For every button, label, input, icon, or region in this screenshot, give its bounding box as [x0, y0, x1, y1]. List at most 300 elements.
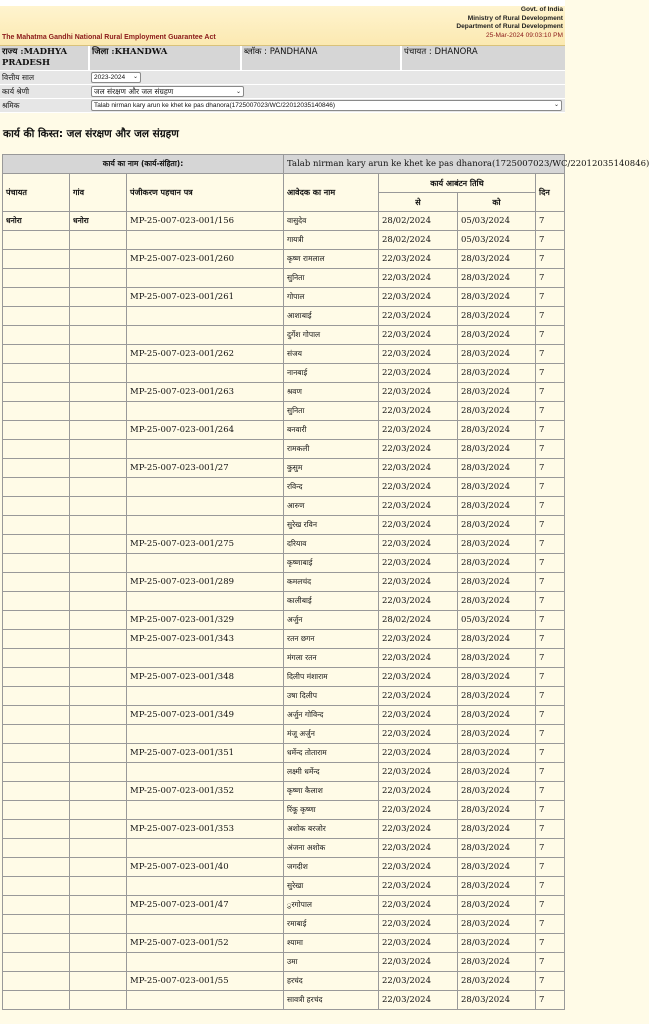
- cell-panchayat: [3, 991, 70, 1010]
- cell-days: 7: [536, 440, 565, 459]
- cell-applicant: कालीबाई: [284, 592, 379, 611]
- cell-panchayat: [3, 896, 70, 915]
- cell-applicant: अर्जुन गोविन्द: [284, 706, 379, 725]
- chevron-down-icon: ⌄: [235, 88, 241, 95]
- cell-village: [70, 649, 127, 668]
- cell-to: 28/03/2024: [458, 440, 536, 459]
- cell-from: 22/03/2024: [379, 744, 458, 763]
- cell-village: [70, 744, 127, 763]
- cell-village: [70, 364, 127, 383]
- filter-label: श्रमिक: [2, 100, 20, 110]
- table-header-row: [3, 174, 565, 193]
- cell-applicant: रामकली: [284, 440, 379, 459]
- cell-panchayat: [3, 611, 70, 630]
- cell-days: 7: [536, 896, 565, 915]
- cell-village: [70, 345, 127, 364]
- cell-from: 28/02/2024: [379, 231, 458, 250]
- cell-village: [70, 497, 127, 516]
- cell-days: 7: [536, 668, 565, 687]
- cell-applicant: वासुदेव: [284, 212, 379, 231]
- cell-panchayat: [3, 250, 70, 269]
- table-row: [3, 326, 565, 345]
- cell-to: 28/03/2024: [458, 535, 536, 554]
- table-row: [3, 459, 565, 478]
- cell-days: 7: [536, 497, 565, 516]
- table-row: [3, 497, 565, 516]
- cell-applicant: नानबाई: [284, 364, 379, 383]
- cell-days: 7: [536, 478, 565, 497]
- cell-days: 7: [536, 744, 565, 763]
- table-row: [3, 478, 565, 497]
- cell-village: [70, 839, 127, 858]
- district-label: जिला :KHANDWA: [90, 46, 242, 70]
- cell-from: 22/03/2024: [379, 763, 458, 782]
- cell-from: 22/03/2024: [379, 991, 458, 1010]
- cell-from: 22/03/2024: [379, 782, 458, 801]
- table-row: [3, 839, 565, 858]
- cell-days: 7: [536, 288, 565, 307]
- cell-from: 22/03/2024: [379, 687, 458, 706]
- cell-from: 22/03/2024: [379, 554, 458, 573]
- cell-village: [70, 478, 127, 497]
- cell-applicant: गायत्री: [284, 231, 379, 250]
- cell-village: [70, 383, 127, 402]
- cell-to: 28/03/2024: [458, 877, 536, 896]
- cell-applicant: हरचंद: [284, 972, 379, 991]
- cell-applicant: लक्ष्मी धर्मेन्द: [284, 763, 379, 782]
- cell-village: [70, 877, 127, 896]
- cell-to: 28/03/2024: [458, 991, 536, 1010]
- table-row: [3, 630, 565, 649]
- cell-to: 28/03/2024: [458, 288, 536, 307]
- cell-village: [70, 421, 127, 440]
- cell-village: [70, 953, 127, 972]
- cell-applicant: अर्जुन: [284, 611, 379, 630]
- cell-panchayat: [3, 269, 70, 288]
- cell-to: 05/03/2024: [458, 212, 536, 231]
- cell-village: [70, 573, 127, 592]
- cell-village: [70, 307, 127, 326]
- cell-to: 28/03/2024: [458, 934, 536, 953]
- cell-days: 7: [536, 212, 565, 231]
- page-header: [0, 6, 565, 46]
- cell-days: 7: [536, 421, 565, 440]
- cell-days: 7: [536, 269, 565, 288]
- cell-to: 05/03/2024: [458, 231, 536, 250]
- cell-from: 28/02/2024: [379, 212, 458, 231]
- cell-village: [70, 250, 127, 269]
- cell-from: 22/03/2024: [379, 934, 458, 953]
- cell-days: 7: [536, 763, 565, 782]
- cell-registration: MP-25-007-023-001/156: [127, 212, 284, 231]
- table-row: [3, 934, 565, 953]
- cell-registration: [127, 440, 284, 459]
- cell-days: 7: [536, 877, 565, 896]
- cell-village: [70, 440, 127, 459]
- cell-to: 05/03/2024: [458, 611, 536, 630]
- table-row: [3, 972, 565, 991]
- cell-registration: MP-25-007-023-001/353: [127, 820, 284, 839]
- cell-applicant: श्यामा: [284, 934, 379, 953]
- cell-from: 22/03/2024: [379, 972, 458, 991]
- cell-registration: [127, 231, 284, 250]
- cell-village: [70, 934, 127, 953]
- table-row: [3, 364, 565, 383]
- cell-panchayat: [3, 953, 70, 972]
- work-name-label: कार्य का नाम (कार्य-संहिता):: [3, 155, 284, 174]
- cell-to: 28/03/2024: [458, 972, 536, 991]
- cell-days: 7: [536, 649, 565, 668]
- table-row: [3, 668, 565, 687]
- cell-registration: MP-25-007-023-001/351: [127, 744, 284, 763]
- cell-days: 7: [536, 782, 565, 801]
- cell-registration: [127, 516, 284, 535]
- cell-village: [70, 725, 127, 744]
- table-row: [3, 212, 565, 231]
- cell-applicant: अंजना अशोक: [284, 839, 379, 858]
- cell-village: [70, 459, 127, 478]
- col-days: दिन: [536, 174, 565, 212]
- cell-to: 28/03/2024: [458, 364, 536, 383]
- cell-to: 28/03/2024: [458, 782, 536, 801]
- cell-registration: MP-25-007-023-001/263: [127, 383, 284, 402]
- cell-village: [70, 516, 127, 535]
- table-row: [3, 269, 565, 288]
- cell-days: 7: [536, 250, 565, 269]
- cell-registration: [127, 839, 284, 858]
- cell-applicant: रमाबाई: [284, 915, 379, 934]
- cell-days: 7: [536, 516, 565, 535]
- cell-village: [70, 326, 127, 345]
- table-row: [3, 535, 565, 554]
- work-name-row: [3, 155, 565, 174]
- cell-panchayat: [3, 383, 70, 402]
- cell-to: 28/03/2024: [458, 497, 536, 516]
- cell-panchayat: [3, 459, 70, 478]
- cell-registration: [127, 478, 284, 497]
- cell-days: 7: [536, 459, 565, 478]
- cell-applicant: जगदीश: [284, 858, 379, 877]
- cell-registration: [127, 725, 284, 744]
- cell-village: [70, 402, 127, 421]
- col-registration: पंजीकरण पहचान पत्र: [127, 174, 284, 212]
- cell-days: 7: [536, 326, 565, 345]
- cell-from: 22/03/2024: [379, 915, 458, 934]
- table-row: [3, 383, 565, 402]
- cell-registration: MP-25-007-023-001/262: [127, 345, 284, 364]
- filter-label: वित्तीय साल: [2, 72, 35, 82]
- cell-from: 22/03/2024: [379, 535, 458, 554]
- cell-registration: MP-25-007-023-001/55: [127, 972, 284, 991]
- cell-days: 7: [536, 611, 565, 630]
- cell-registration: [127, 364, 284, 383]
- cell-village: [70, 630, 127, 649]
- cell-applicant: सुनिता: [284, 402, 379, 421]
- cell-applicant: श्रवण: [284, 383, 379, 402]
- cell-days: 7: [536, 972, 565, 991]
- cell-from: 22/03/2024: [379, 839, 458, 858]
- cell-panchayat: [3, 421, 70, 440]
- cell-to: 28/03/2024: [458, 383, 536, 402]
- panchayat-label: पंचायत : DHANORA: [404, 47, 478, 57]
- cell-village: [70, 801, 127, 820]
- cell-registration: MP-25-007-023-001/264: [127, 421, 284, 440]
- cell-from: 22/03/2024: [379, 421, 458, 440]
- cell-from: 22/03/2024: [379, 459, 458, 478]
- cell-applicant: अशोक बरजोर: [284, 820, 379, 839]
- cell-registration: [127, 497, 284, 516]
- cell-registration: MP-25-007-023-001/343: [127, 630, 284, 649]
- cell-panchayat: [3, 839, 70, 858]
- cell-to: 28/03/2024: [458, 421, 536, 440]
- table-row: [3, 877, 565, 896]
- table-row: [3, 763, 565, 782]
- block-label: ब्लॉक : PANDHANA: [242, 46, 402, 70]
- cell-days: 7: [536, 725, 565, 744]
- table-row: [3, 896, 565, 915]
- table-row: [3, 744, 565, 763]
- cell-to: 28/03/2024: [458, 630, 536, 649]
- report-datetime: 25-Mar-2024 09:03:10 PM: [486, 31, 563, 39]
- cell-village: [70, 782, 127, 801]
- cell-panchayat: [3, 744, 70, 763]
- cell-village: [70, 231, 127, 250]
- cell-days: 7: [536, 402, 565, 421]
- cell-from: 22/03/2024: [379, 497, 458, 516]
- cell-panchayat: [3, 649, 70, 668]
- cell-panchayat: [3, 630, 70, 649]
- state-label: राज्य :MADHYA PRADESH: [0, 46, 90, 70]
- cell-village: धनोरा: [70, 212, 127, 231]
- cell-panchayat: [3, 915, 70, 934]
- table-row: [3, 592, 565, 611]
- table-row: [3, 820, 565, 839]
- cell-from: 28/02/2024: [379, 611, 458, 630]
- cell-from: 22/03/2024: [379, 573, 458, 592]
- table-row: [3, 402, 565, 421]
- cell-panchayat: धनोरा: [3, 212, 70, 231]
- worker-table: [2, 154, 649, 1010]
- col-panchayat: पंचायत: [3, 174, 70, 212]
- cell-panchayat: [3, 554, 70, 573]
- cell-panchayat: [3, 307, 70, 326]
- cell-panchayat: [3, 763, 70, 782]
- cell-from: 22/03/2024: [379, 630, 458, 649]
- col-village: गांव: [70, 174, 127, 212]
- cell-registration: MP-25-007-023-001/329: [127, 611, 284, 630]
- cell-village: [70, 668, 127, 687]
- cell-applicant: कुसुम: [284, 459, 379, 478]
- cell-panchayat: [3, 516, 70, 535]
- cell-to: 28/03/2024: [458, 649, 536, 668]
- cell-panchayat: [3, 440, 70, 459]
- cell-days: 7: [536, 858, 565, 877]
- act-title: The Mahatma Gandhi National Rural Employment Guarantee Act: [2, 34, 216, 41]
- cell-panchayat: [3, 573, 70, 592]
- table-row: [3, 611, 565, 630]
- cell-to: 28/03/2024: [458, 516, 536, 535]
- col-to: को: [458, 193, 536, 212]
- cell-applicant: सावत्री हरचंद: [284, 991, 379, 1010]
- cell-to: 28/03/2024: [458, 459, 536, 478]
- cell-panchayat: [3, 497, 70, 516]
- cell-days: 7: [536, 592, 565, 611]
- chevron-down-icon: ⌄: [132, 74, 138, 80]
- cell-applicant: सुरेखा: [284, 877, 379, 896]
- work-select[interactable]: [91, 100, 562, 111]
- cell-applicant: सुरेख रविन: [284, 516, 379, 535]
- cell-village: [70, 763, 127, 782]
- table-row: [3, 915, 565, 934]
- cell-village: [70, 611, 127, 630]
- cell-registration: MP-25-007-023-001/349: [127, 706, 284, 725]
- table-row: [3, 858, 565, 877]
- cell-applicant: दुर्गेश गोपाल: [284, 326, 379, 345]
- cell-from: 22/03/2024: [379, 896, 458, 915]
- cell-registration: MP-25-007-023-001/40: [127, 858, 284, 877]
- cell-panchayat: [3, 478, 70, 497]
- cell-registration: MP-25-007-023-001/27: [127, 459, 284, 478]
- cell-days: 7: [536, 687, 565, 706]
- cell-to: 28/03/2024: [458, 478, 536, 497]
- cell-registration: [127, 687, 284, 706]
- cell-to: 28/03/2024: [458, 402, 536, 421]
- category-select-value: जल संरक्षण और जल संग्रहण: [94, 87, 174, 96]
- cell-from: 22/03/2024: [379, 364, 458, 383]
- cell-days: 7: [536, 573, 565, 592]
- cell-panchayat: [3, 288, 70, 307]
- cell-days: 7: [536, 307, 565, 326]
- cell-from: 22/03/2024: [379, 858, 458, 877]
- cell-applicant: मंगला रतन: [284, 649, 379, 668]
- cell-village: [70, 706, 127, 725]
- cell-to: 28/03/2024: [458, 744, 536, 763]
- cell-applicant: कृष्णा कैलाश: [284, 782, 379, 801]
- cell-applicant: उमा: [284, 953, 379, 972]
- cell-village: [70, 858, 127, 877]
- work-name-value: Talab nirman kary arun ke khet ke pas dhanora(1725007023/WC/22012035140846): [284, 155, 565, 174]
- cell-to: 28/03/2024: [458, 687, 536, 706]
- table-row: [3, 801, 565, 820]
- cell-from: 22/03/2024: [379, 877, 458, 896]
- cell-registration: [127, 649, 284, 668]
- location-bar: [0, 46, 565, 71]
- table-row: [3, 706, 565, 725]
- table-row: [3, 231, 565, 250]
- cell-to: 28/03/2024: [458, 801, 536, 820]
- cell-panchayat: [3, 725, 70, 744]
- table-row: [3, 516, 565, 535]
- cell-village: [70, 820, 127, 839]
- cell-to: 28/03/2024: [458, 839, 536, 858]
- cell-applicant: ुरगोपाल: [284, 896, 379, 915]
- cell-registration: [127, 763, 284, 782]
- cell-registration: [127, 269, 284, 288]
- cell-days: 7: [536, 706, 565, 725]
- cell-from: 22/03/2024: [379, 953, 458, 972]
- cell-applicant: कृष्णाबाई: [284, 554, 379, 573]
- cell-applicant: गोपाल: [284, 288, 379, 307]
- cell-from: 22/03/2024: [379, 440, 458, 459]
- cell-applicant: मंजू अर्जुन: [284, 725, 379, 744]
- cell-from: 22/03/2024: [379, 269, 458, 288]
- cell-to: 28/03/2024: [458, 915, 536, 934]
- cell-registration: MP-25-007-023-001/260: [127, 250, 284, 269]
- cell-days: 7: [536, 535, 565, 554]
- cell-registration: [127, 801, 284, 820]
- cell-village: [70, 972, 127, 991]
- cell-applicant: आशाबाई: [284, 307, 379, 326]
- cell-days: 7: [536, 915, 565, 934]
- cell-applicant: दरियाव: [284, 535, 379, 554]
- cell-panchayat: [3, 820, 70, 839]
- year-select-value: 2023-2024: [94, 74, 126, 81]
- cell-days: 7: [536, 231, 565, 250]
- cell-panchayat: [3, 801, 70, 820]
- table-row: [3, 288, 565, 307]
- cell-panchayat: [3, 535, 70, 554]
- table-row: [3, 250, 565, 269]
- cell-to: 28/03/2024: [458, 820, 536, 839]
- work-select-value: Talab nirman kary arun ke khet ke pas dhanora(1725007023/WC/22012035140846): [94, 102, 336, 109]
- table-row: [3, 307, 565, 326]
- cell-to: 28/03/2024: [458, 573, 536, 592]
- cell-to: 28/03/2024: [458, 326, 536, 345]
- year-select[interactable]: [91, 72, 141, 83]
- cell-registration: MP-25-007-023-001/289: [127, 573, 284, 592]
- cell-panchayat: [3, 972, 70, 991]
- cell-panchayat: [3, 877, 70, 896]
- cell-days: 7: [536, 364, 565, 383]
- col-allot-date: कार्य आबंटन तिथि: [379, 174, 536, 193]
- cell-registration: [127, 402, 284, 421]
- cell-panchayat: [3, 782, 70, 801]
- filter-row-work: [0, 99, 565, 113]
- cell-panchayat: [3, 231, 70, 250]
- cell-days: 7: [536, 630, 565, 649]
- cell-from: 22/03/2024: [379, 592, 458, 611]
- cell-registration: MP-25-007-023-001/261: [127, 288, 284, 307]
- cell-from: 22/03/2024: [379, 706, 458, 725]
- cell-registration: [127, 307, 284, 326]
- cell-applicant: दिलीप मंशाराम: [284, 668, 379, 687]
- department-label: Department of Rural Development: [456, 23, 563, 30]
- cell-from: 22/03/2024: [379, 307, 458, 326]
- category-select[interactable]: [91, 86, 244, 97]
- cell-from: 22/03/2024: [379, 383, 458, 402]
- cell-to: 28/03/2024: [458, 953, 536, 972]
- table-row: [3, 782, 565, 801]
- cell-registration: MP-25-007-023-001/348: [127, 668, 284, 687]
- chevron-down-icon: ⌄: [553, 102, 559, 108]
- cell-registration: [127, 915, 284, 934]
- ministry-block: [456, 6, 563, 40]
- table-row: [3, 440, 565, 459]
- table-row: [3, 573, 565, 592]
- cell-from: 22/03/2024: [379, 402, 458, 421]
- table-row: [3, 345, 565, 364]
- cell-from: 22/03/2024: [379, 326, 458, 345]
- filter-row-year: [0, 71, 565, 85]
- cell-days: 7: [536, 801, 565, 820]
- cell-village: [70, 687, 127, 706]
- cell-from: 22/03/2024: [379, 516, 458, 535]
- cell-applicant: आरुण: [284, 497, 379, 516]
- cell-panchayat: [3, 326, 70, 345]
- cell-to: 28/03/2024: [458, 592, 536, 611]
- cell-days: 7: [536, 839, 565, 858]
- cell-from: 22/03/2024: [379, 649, 458, 668]
